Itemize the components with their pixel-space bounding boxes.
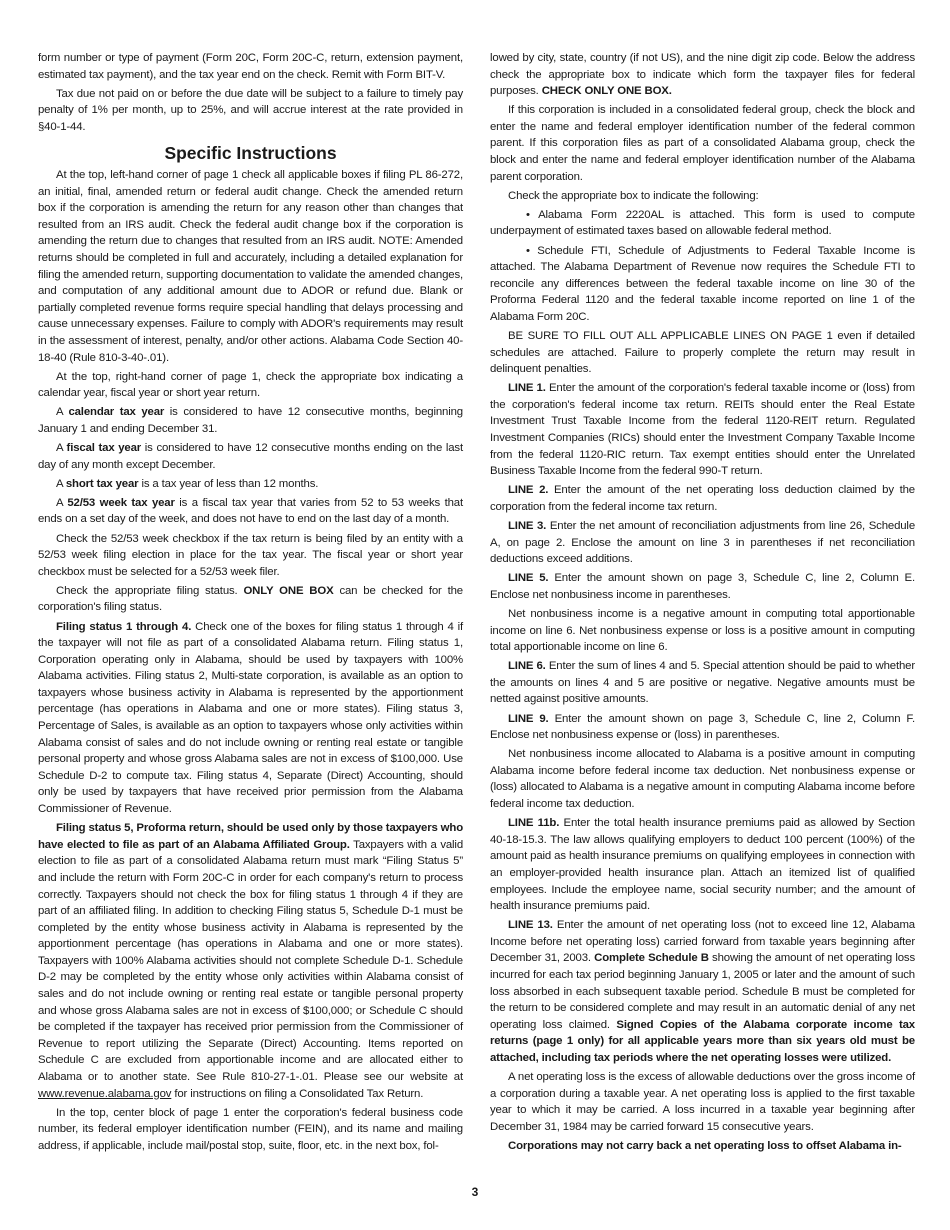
paragraph: Check the appropriate box to indicate the following: xyxy=(508,189,759,202)
paragraph: lowed by city, state, country (if not US), and the nine digit zip code. Below the address check the appropriate box to indicate which form the taxpayer files for federal purposes. CHECK ONLY ONE BOX. xyxy=(490,52,915,98)
line-11b-instruction: LINE 11b. Enter the total health insurance premiums paid as allowed by Section 40-18-15.3. The law allows qualifying employers to deduct 100 percent (100%) of the amount paid as health insurance premiums on qualifying employees in connection with an employer-provided health insurance plan. Attach an itemized list of qualified employees. Include the employee name, social security number; and the amount of health insurance premiums paid. xyxy=(490,817,915,913)
bullet-item: • Schedule FTI, Schedule of Adjustments to Federal Taxable Income is attached. The Alabama Department of Revenue now requires the Schedule FTI to reconcile any differences between the federal taxable income on line 30 of the Proforma Federal 1120 and the federal taxable income reported on line 1 of the Alabama Form 20C. xyxy=(490,244,915,323)
website-link[interactable]: www.revenue.alabama.gov xyxy=(38,1087,172,1100)
line-1-instruction: LINE 1. Enter the amount of the corporation's federal taxable income or (loss) from the corporation's federal income tax return. REITs should enter the Real Estate Investment Trust Taxable Income from the federal 1120-REIT return. Regulated Investment Companies (RICs) should enter the Investment Company Taxable Income from the federal 1120-RIC return. Tax exempt entities should enter the Unrelated Business Taxable Income from the federal 990-T return. xyxy=(490,382,915,478)
right-column xyxy=(490,50,915,1157)
term-fiscal-tax-year: fiscal tax year xyxy=(66,442,142,455)
bullet-item: • Alabama Form 2220AL is attached. This form is used to compute underpayment of estimated taxes based on allowable federal method. xyxy=(490,208,915,238)
filing-status-1-4-label: Filing status 1 through 4. xyxy=(56,620,192,633)
paragraph: BE SURE TO FILL OUT ALL APPLICABLE LINES ON PAGE 1 even if detailed schedules are attached. Failure to properly complete the return may result in delinquent penalties. xyxy=(490,330,915,376)
line-5-instruction: LINE 5. Enter the amount shown on page 3, Schedule C, line 2, Column E. Enclose net nonbusiness income in parentheses. xyxy=(490,572,915,601)
paragraph: If this corporation is included in a consolidated federal group, check the block and enter the name and federal employer identification number of the federal common parent. If this corporation files as part of a consolidated Alabama group, check the block and enter the name and federal employer identification number of the Alabama parent corporation. xyxy=(490,104,915,183)
paragraph: A net operating loss is the excess of allowable deductions over the gross income of a corporation during a taxable year. A net operating loss is applied to the first taxable year to which it may be carried. A loss incurred in a taxable year beginning after December 31, 1984 may be carried forward 15 consecutive years. xyxy=(490,1071,915,1133)
term-52-53-week-tax-year: 52/53 week tax year xyxy=(67,496,175,509)
paragraph: A short tax year is a tax year of less than 12 months. xyxy=(56,477,319,490)
paragraph: In the top, center block of page 1 enter the corporation's federal business code number, its federal employer identification number (FEIN), and its name and mailing address, if applicable, include mail/postal stop, suite, floor, etc. in the next box, fol- xyxy=(38,1106,463,1152)
paragraph: At the top, left-hand corner of page 1 check all applicable boxes if filing PL 86-272, an initial, final, amended return or federal audit change. Check the amended return box if the corporation is amending the return for any reason other than changes that resulted from an IRS audit. Check the federal audit change box if the corporation is amending the return due to changes that resulted from an IRS audit. NOTE: Amended returns should be completed in full and accurately, including a detailed explanation for filing the amended return, supporting documentation to validate the amended changes, and computation of any additional amount due to ADOR or refund due. Blank or partially completed revenue forms require special handling that delays processing and cause unnecessary expenses. Failure to comply with ADOR's requirements may result in the assessment of interest, penalty, and/or other actions. Alabama Code Section 40-18-40 (Rule 810-3-40-.01). xyxy=(38,169,463,364)
paragraph: Check the 52/53 week checkbox if the tax return is being filed by an entity with a 52/53 week filing election in place for the tax year. The fiscal year or short year checkbox must be selected for a 52/53 week filer. xyxy=(38,532,463,578)
paragraph: A 52/53 week tax year is a fiscal tax year that varies from 52 to 53 weeks that ends on a set day of the week, and does not have to end on the last day of a month. xyxy=(38,496,463,526)
paragraph: At the top, right-hand corner of page 1, check the appropriate box indicating a calendar year, fiscal year or short year return. xyxy=(38,370,463,400)
page-number: 3 xyxy=(471,1185,479,1199)
term-calendar-tax-year: calendar tax year xyxy=(68,406,165,419)
paragraph: Corporations may not carry back a net operating loss to offset Alabama in- xyxy=(508,1139,902,1152)
paragraph: form number or type of payment (Form 20C, Form 20C-C, return, extension payment, estimated tax payment), and the tax year end on the check. Remit with Form BIT-V. xyxy=(38,52,463,81)
line-13-instruction: LINE 13. Enter the amount of net operating loss (not to exceed line 12, Alabama Income before net operating loss) carried forward from taxable years beginning after December 31, 2003. Complete Schedule B showing the amount of net operating loss incurred for each tax period beginning January 1, 2005 or later and the amount of such loss absorbed in each subsequent taxable period. Schedule B must be completed for the return to be considered complete and may result in an automatic denial of any net operating loss claimed. Signed Copies of the Alabama corporate income tax returns (page 1 only) for all applicable years more than six years old must be attached, including tax periods where the net operating losses were utilized. xyxy=(490,919,915,1064)
paragraph: A calendar tax year is considered to have 12 consecutive months, beginning January 1 and ending December 31. xyxy=(38,406,463,435)
paragraph: A fiscal tax year is considered to have 12 consecutive months ending on the last day of any month except December. xyxy=(38,442,463,471)
paragraph: Net nonbusiness income allocated to Alabama is a positive amount in computing Alabama income before federal income tax deduction. Net nonbusiness expense or (loss) allocated to Alabama is a negative amount in computing Alabama income before federal income tax deduction. xyxy=(490,748,915,811)
section-heading: Specific Instructions xyxy=(164,143,337,164)
filing-status-5-label: Filing status 5, Proforma return, should be used only by those taxpayers who have elected to file as part of an Alabama Affiliated Group. xyxy=(38,822,463,851)
paragraph: Check the appropriate filing status. ONLY ONE BOX can be checked for the corporation's filing status. xyxy=(38,584,463,614)
paragraph: Filing status 1 through 4. Check one of the boxes for filing status 1 through 4 if the taxpayer will not file as part of a consolidated Alabama return. Filing status 1, Corporation operating only in Alabama, should be used by taxpayers with 100% Alabama activities. Filing status 2, Multi-state corporation, is available as an option to taxpayers whose business activity in Alabama is represented by the apportionment percentage (has operations in Alabama and one or more states). Filing status 3, Percentage of Sales, is available as an option to taxpayers whose only activities within Alabama consist of sales and do not include owning or renting real estate or tangible personal property and whose gross Alabama sales are not in excess of $100,000. Use Schedule D-2 to compute tax. Filing status 4, Separate (Direct) Accounting, should only be used by taxpayers that have received prior permission from the Alabama Commissioner of Revenue. xyxy=(38,620,463,816)
paragraph: Filing status 5, Proforma return, should be used only by those taxpayers who have elected to file as part of an Alabama Affiliated Group. Taxpayers with a valid election to file as part of a consolidated Alabama return must mark “Filing Status 5” and include the return with Form 20C-C in order for each company's return to process correctly. Taxpayers should not check the box for filing status 1 through 4 if they are part of an affiliated filing. In addition to checking Filing status 5, Schedule D-1 must be completed by the entity whose business activity in Alabama is represented by the apportionment percentage (has operations in Alabama and one or more states). Taxpayers with 100% Alabama activities should not complete Schedule D-1. Schedule D-2 may be completed by the entity whose only activities within Alabama consist of sales and do not include owning or renting real estate or tangible personal property and whose gross Alabama sales are not in excess of $100,000; or Schedule C should be completed if the taxpayer has received prior permission from the Commissioner of Revenue to report utilizing the Separate (Direct) Accounting. Items reported on Schedule C are excluded from apportionable income and are allocated either to Alabama or to another state. See Rule 810-27-1-.01. Please see our website at www.revenue.alabama.gov for instructions on filing a Consolidated Tax Return. xyxy=(38,822,464,1100)
paragraph: Net nonbusiness income is a negative amount in computing total apportionable income on line 6. Net nonbusiness expense or loss is a positive amount in computing total apportionable income on line 6. xyxy=(490,608,915,654)
left-column xyxy=(38,50,463,1157)
line-6-instruction: LINE 6. Enter the sum of lines 4 and 5. Special attention should be paid to whether the amounts on lines 4 and 5 are positive or negative. Negative amounts must be netted against positive amounts. xyxy=(490,660,915,706)
line-3-instruction: LINE 3. Enter the net amount of reconciliation adjustments from line 26, Schedule A, on page 2. Enclose the amount on line 3 in parentheses if net reconciliation deductions exceed additions. xyxy=(490,520,916,566)
line-9-instruction: LINE 9. Enter the amount shown on page 3, Schedule C, line 2, Column F. Enclose net nonbusiness expense or (loss) in parentheses. xyxy=(490,712,915,742)
term-short-tax-year: short tax year xyxy=(65,477,139,490)
line-2-instruction: LINE 2. Enter the amount of the net operating loss deduction claimed by the corporation from the federal income tax return. xyxy=(490,484,915,513)
paragraph: Tax due not paid on or before the due date will be subject to a failure to timely pay penalty of 1% per month, up to 25%, and will accrue interest at the rate provided in §40-1-44. xyxy=(38,87,463,133)
